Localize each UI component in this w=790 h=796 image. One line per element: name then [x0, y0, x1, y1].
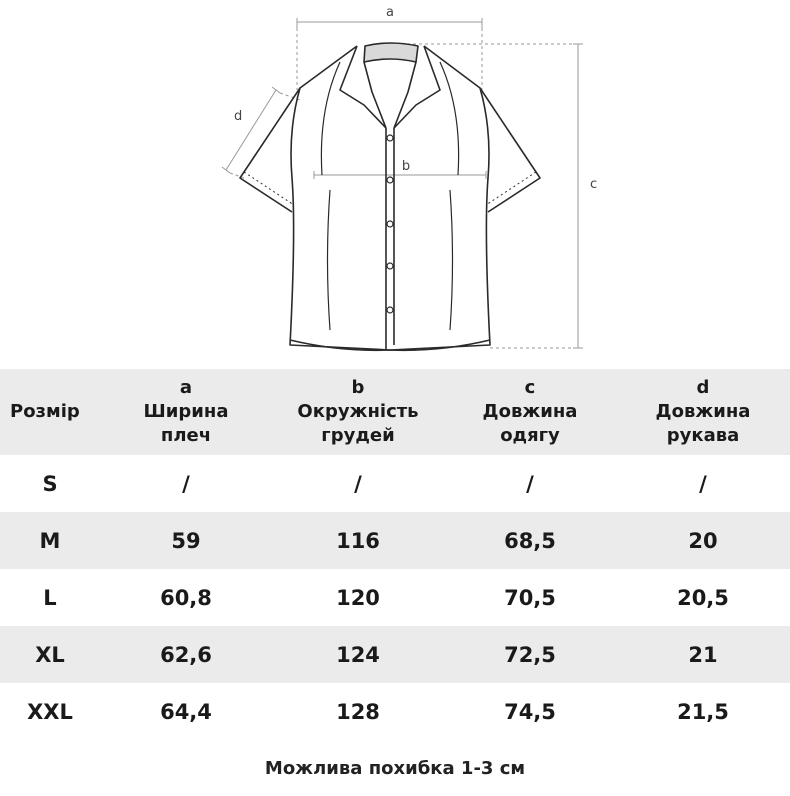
header-sleeve-length [616, 369, 790, 455]
row-size: S [42, 471, 58, 496]
cell-b: 120 [336, 585, 380, 610]
row-size: L [43, 585, 57, 610]
dimension-d [222, 87, 300, 178]
header-label-line1: Довжина [482, 401, 578, 422]
dimension-d-label: d [234, 109, 243, 124]
cell-a: 60,8 [160, 585, 212, 610]
header-label-line2: рукава [666, 425, 740, 446]
cell-d: / [699, 471, 707, 496]
header-label-line2: плеч [160, 425, 212, 446]
dimension-a-label: a [386, 5, 394, 20]
cell-c: 70,5 [504, 585, 556, 610]
cell-c: 74,5 [504, 699, 556, 724]
header-letter: a [179, 377, 193, 398]
dimension-b-label: b [401, 159, 411, 174]
shirt-outline [240, 43, 540, 350]
dimension-b [314, 171, 486, 179]
header-label-line1: Довжина [655, 401, 751, 422]
table-row [0, 455, 790, 512]
shirt-illustration [0, 0, 790, 365]
cell-d: 20 [688, 528, 718, 553]
dimension-c [395, 44, 583, 348]
header-letter: b [351, 377, 365, 398]
cell-a: 62,6 [160, 642, 212, 667]
header-letter: c [524, 377, 536, 398]
cell-a: 59 [171, 528, 201, 553]
header-label-line2: одягу [500, 425, 560, 446]
row-size: XXL [27, 699, 73, 724]
header-shoulder-width [100, 369, 272, 455]
cell-c: 68,5 [504, 528, 556, 553]
cell-c: / [526, 471, 534, 496]
cell-b: 124 [336, 642, 380, 667]
table-row [0, 683, 790, 740]
header-garment-length [444, 369, 616, 455]
shirt-measurement-diagram [0, 0, 790, 365]
header-size: Розмір [10, 401, 80, 422]
tolerance-note: Можлива похибка 1-3 см [264, 758, 526, 779]
cell-d: 21 [688, 642, 718, 667]
cell-c: 72,5 [504, 642, 556, 667]
cell-d: 21,5 [677, 699, 729, 724]
table-row [0, 626, 790, 683]
header-label-line1: Окружність [297, 401, 419, 422]
table-row [0, 569, 790, 626]
header-label-line2: грудей [321, 425, 395, 446]
header-label-line1: Ширина [143, 401, 229, 422]
cell-b: / [354, 471, 362, 496]
cell-b: 116 [336, 528, 380, 553]
table-header-row [0, 369, 790, 455]
table-row [0, 512, 790, 569]
cell-b: 128 [336, 699, 380, 724]
row-size: XL [35, 642, 65, 667]
dimension-c-label: c [590, 177, 598, 192]
header-chest-circumference [272, 369, 444, 455]
row-size: M [39, 528, 61, 553]
shirt-buttons [387, 135, 393, 313]
header-letter: d [696, 377, 710, 398]
cell-a: / [182, 471, 190, 496]
size-chart-table [0, 369, 790, 740]
cell-a: 64,4 [160, 699, 212, 724]
cell-d: 20,5 [677, 585, 729, 610]
